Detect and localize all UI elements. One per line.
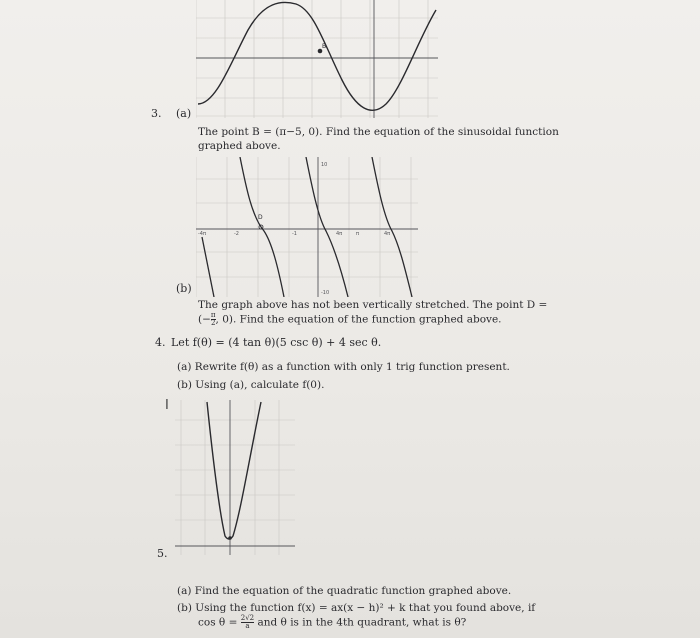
- q5-item-b-rest: and θ is in the 4th quadrant, what is θ?: [257, 616, 467, 629]
- vertex-point: [228, 536, 232, 540]
- paren-open: (−: [198, 313, 211, 326]
- q3-part-a-text-line1: The point B = (π−5, 0). Find the equation of the sinusoidal function: [198, 126, 559, 138]
- q3-part-b-text-rest: 0). Find the equation of the function graphed above.: [222, 313, 502, 326]
- fraction-denominator: a: [245, 622, 250, 630]
- tick-label: 4π: [384, 231, 391, 237]
- text-cursor-icon: I: [165, 398, 169, 413]
- fraction-pi-over-2: [211, 312, 216, 327]
- q4-item-a: (a) Rewrite f(θ) as a function with only 1 trig function present.: [177, 361, 510, 373]
- tick-label: 4π: [336, 231, 343, 237]
- q4-item-b: (b) Using (a), calculate f(0).: [177, 379, 325, 391]
- q5-parabola-graph: [175, 400, 295, 555]
- tick-label: 10: [321, 162, 328, 168]
- q3-part-b-label: (b): [176, 282, 192, 295]
- q3a-sinusoid-graph: [196, 0, 438, 118]
- point-d-label: D: [258, 214, 263, 221]
- q5-number: 5.: [157, 547, 168, 560]
- q4-number: 4.: [155, 336, 166, 349]
- tick-label: -4π: [198, 231, 206, 237]
- parabola-curve: [207, 402, 261, 539]
- q3-number: 3.: [151, 107, 162, 120]
- tick-label: -10: [321, 290, 330, 296]
- cotangent-branches: [202, 157, 412, 297]
- point-b-label: B: [322, 43, 327, 50]
- tick-label: -1: [292, 231, 297, 237]
- tick-label: -2: [234, 231, 239, 237]
- q3-part-a-label: (a): [176, 107, 192, 120]
- q5-item-b-line1: (b) Using the function f(x) = ax(x − h)² + k that you found above, if: [177, 602, 536, 614]
- fraction-2root2-over-a: [241, 615, 254, 630]
- q3b-cotangent-graph: [196, 157, 418, 297]
- fraction-denominator: 2: [210, 319, 216, 327]
- fraction-numerator: π: [210, 311, 216, 319]
- q5-item-b-line2: [198, 615, 466, 630]
- q3-part-a-text-line2: graphed above.: [198, 140, 281, 152]
- tick-label: π: [356, 231, 360, 237]
- q3-part-b-text-line1: The graph above has not been vertically stretched. The point D =: [198, 299, 548, 311]
- fraction-numerator: 2√2: [240, 614, 255, 622]
- cos-theta-label: cos θ =: [198, 616, 238, 629]
- sinusoid-curve: [198, 2, 436, 110]
- q4-statement: Let f(θ) = (4 tan θ)(5 csc θ) + 4 sec θ.: [171, 336, 382, 349]
- q3-part-b-text-line2: (− $\frac{\pi}{2}$ , 0). Find the equation of the function graphed above.: [198, 311, 502, 327]
- q5-item-a: (a) Find the equation of the quadratic function graphed above.: [177, 585, 512, 597]
